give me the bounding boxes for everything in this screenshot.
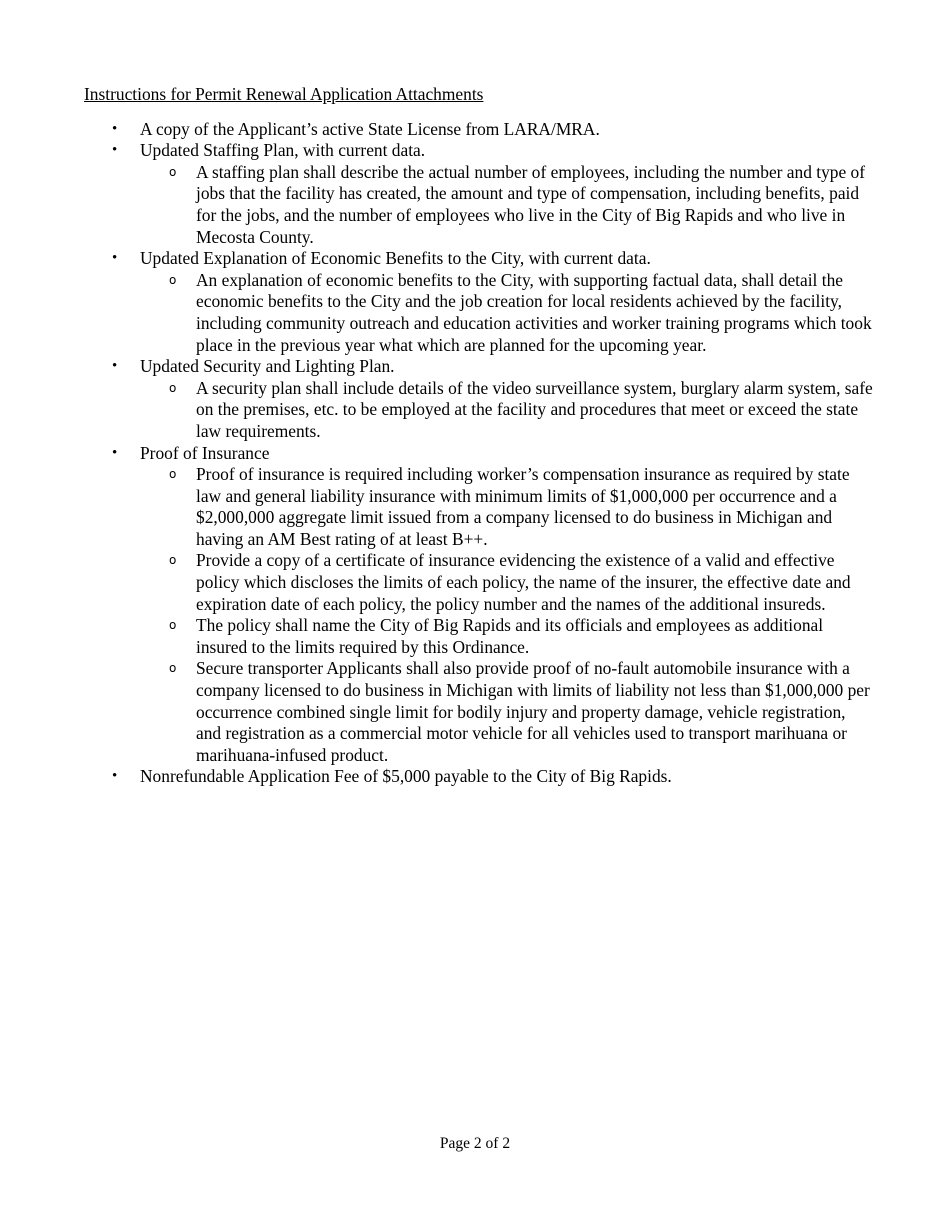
bullet-icon: • xyxy=(112,444,118,461)
sub-list-item-text: Proof of insurance is required including worker’s compensation insurance as required by state law and general liability insurance with minimum limits of $1,000,000 per occurrence and a $2,000,000 aggregate limit issued from a company licensed to do business in Michigan and having an AM Best rating of at least B++. xyxy=(196,464,850,549)
page-heading: Instructions for Permit Renewal Application Attachments xyxy=(84,84,484,104)
list-item-text: Nonrefundable Application Fee of $5,000 payable to the City of Big Rapids. xyxy=(140,766,672,787)
sub-list-item xyxy=(140,658,874,766)
sub-list xyxy=(140,270,874,356)
bullet-icon: • xyxy=(112,768,118,785)
circle-bullet-icon: o xyxy=(169,661,177,676)
list-item-text: Updated Security and Lighting Plan. xyxy=(140,356,395,377)
sub-list-item xyxy=(140,162,874,248)
list-item xyxy=(84,356,874,442)
sub-list-item xyxy=(140,615,874,658)
list-item xyxy=(84,119,874,141)
bullet-icon: • xyxy=(112,250,118,267)
list-item xyxy=(84,766,874,788)
sub-list-item-text: A staffing plan shall describe the actual number of employees, including the number and type of jobs that the facility has created, the amount and type of compensation, including benefits, paid for the jobs, and the number of employees who live in the City of Big Rapids and who live in Mecosta County. xyxy=(196,161,866,247)
list-item-text: Updated Explanation of Economic Benefits to the City, with current data. xyxy=(140,248,651,269)
sub-list-item xyxy=(140,550,874,615)
bullet-icon: • xyxy=(112,120,118,137)
circle-bullet-icon: o xyxy=(169,618,177,633)
attachment-list xyxy=(84,119,874,788)
sub-list-item-text: A security plan shall include details of the video surveillance system, burglary alarm system, safe on the premises, etc. to be employed at the facility and procedures that meet or exceed the state law requirements. xyxy=(196,377,873,441)
sub-list-item-text: Provide a copy of a certificate of insurance evidencing the existence of a valid and effective policy which discloses the limits of each policy, the name of the insurer, the effective date and expiration date of each policy, the policy number and the names of the additional insureds. xyxy=(196,550,851,614)
sub-list-item-text: Secure transporter Applicants shall also provide proof of no-fault automobile insurance with a company licensed to do business in Michigan with limits of liability not less than $1,000,000 per occurrence combined single limit for bodily injury and property damage, vehicle registration, and registration as a commercial motor vehicle for all vehicles used to transport marihuana or marihuana-infused product. xyxy=(196,658,870,765)
page-number: Page 2 of 2 xyxy=(439,1135,511,1152)
list-item xyxy=(84,443,874,767)
bullet-icon: • xyxy=(112,142,118,159)
list-item xyxy=(84,248,874,356)
sub-list-item xyxy=(140,270,874,356)
sub-list-item-text: The policy shall name the City of Big Rapids and its officials and employees as additional insured to the limits required by this Ordinance. xyxy=(196,615,824,657)
sub-list-item xyxy=(140,378,874,443)
sub-list xyxy=(140,464,874,766)
document-page xyxy=(84,84,874,788)
circle-bullet-icon: o xyxy=(169,467,177,482)
circle-bullet-icon: o xyxy=(169,272,177,287)
list-item-text: Proof of Insurance xyxy=(140,442,270,463)
list-item-text: A copy of the Applicant’s active State License from LARA/MRA. xyxy=(140,118,600,139)
sub-list-item xyxy=(140,464,874,550)
list-item xyxy=(84,140,874,248)
list-item-text: Updated Staffing Plan, with current data. xyxy=(140,140,426,161)
sub-list xyxy=(140,162,874,248)
sub-list-item-text: An explanation of economic benefits to the City, with supporting factual data, shall detail the economic benefits to the City and the job creation for local residents achieved by the facility, including community outreach and education activities and worker training programs which took place in the previous year what which are planned for the upcoming year. xyxy=(196,269,872,355)
circle-bullet-icon: o xyxy=(169,553,177,568)
circle-bullet-icon: o xyxy=(169,164,177,179)
bullet-icon: • xyxy=(112,358,118,375)
circle-bullet-icon: o xyxy=(169,380,177,395)
sub-list xyxy=(140,378,874,443)
